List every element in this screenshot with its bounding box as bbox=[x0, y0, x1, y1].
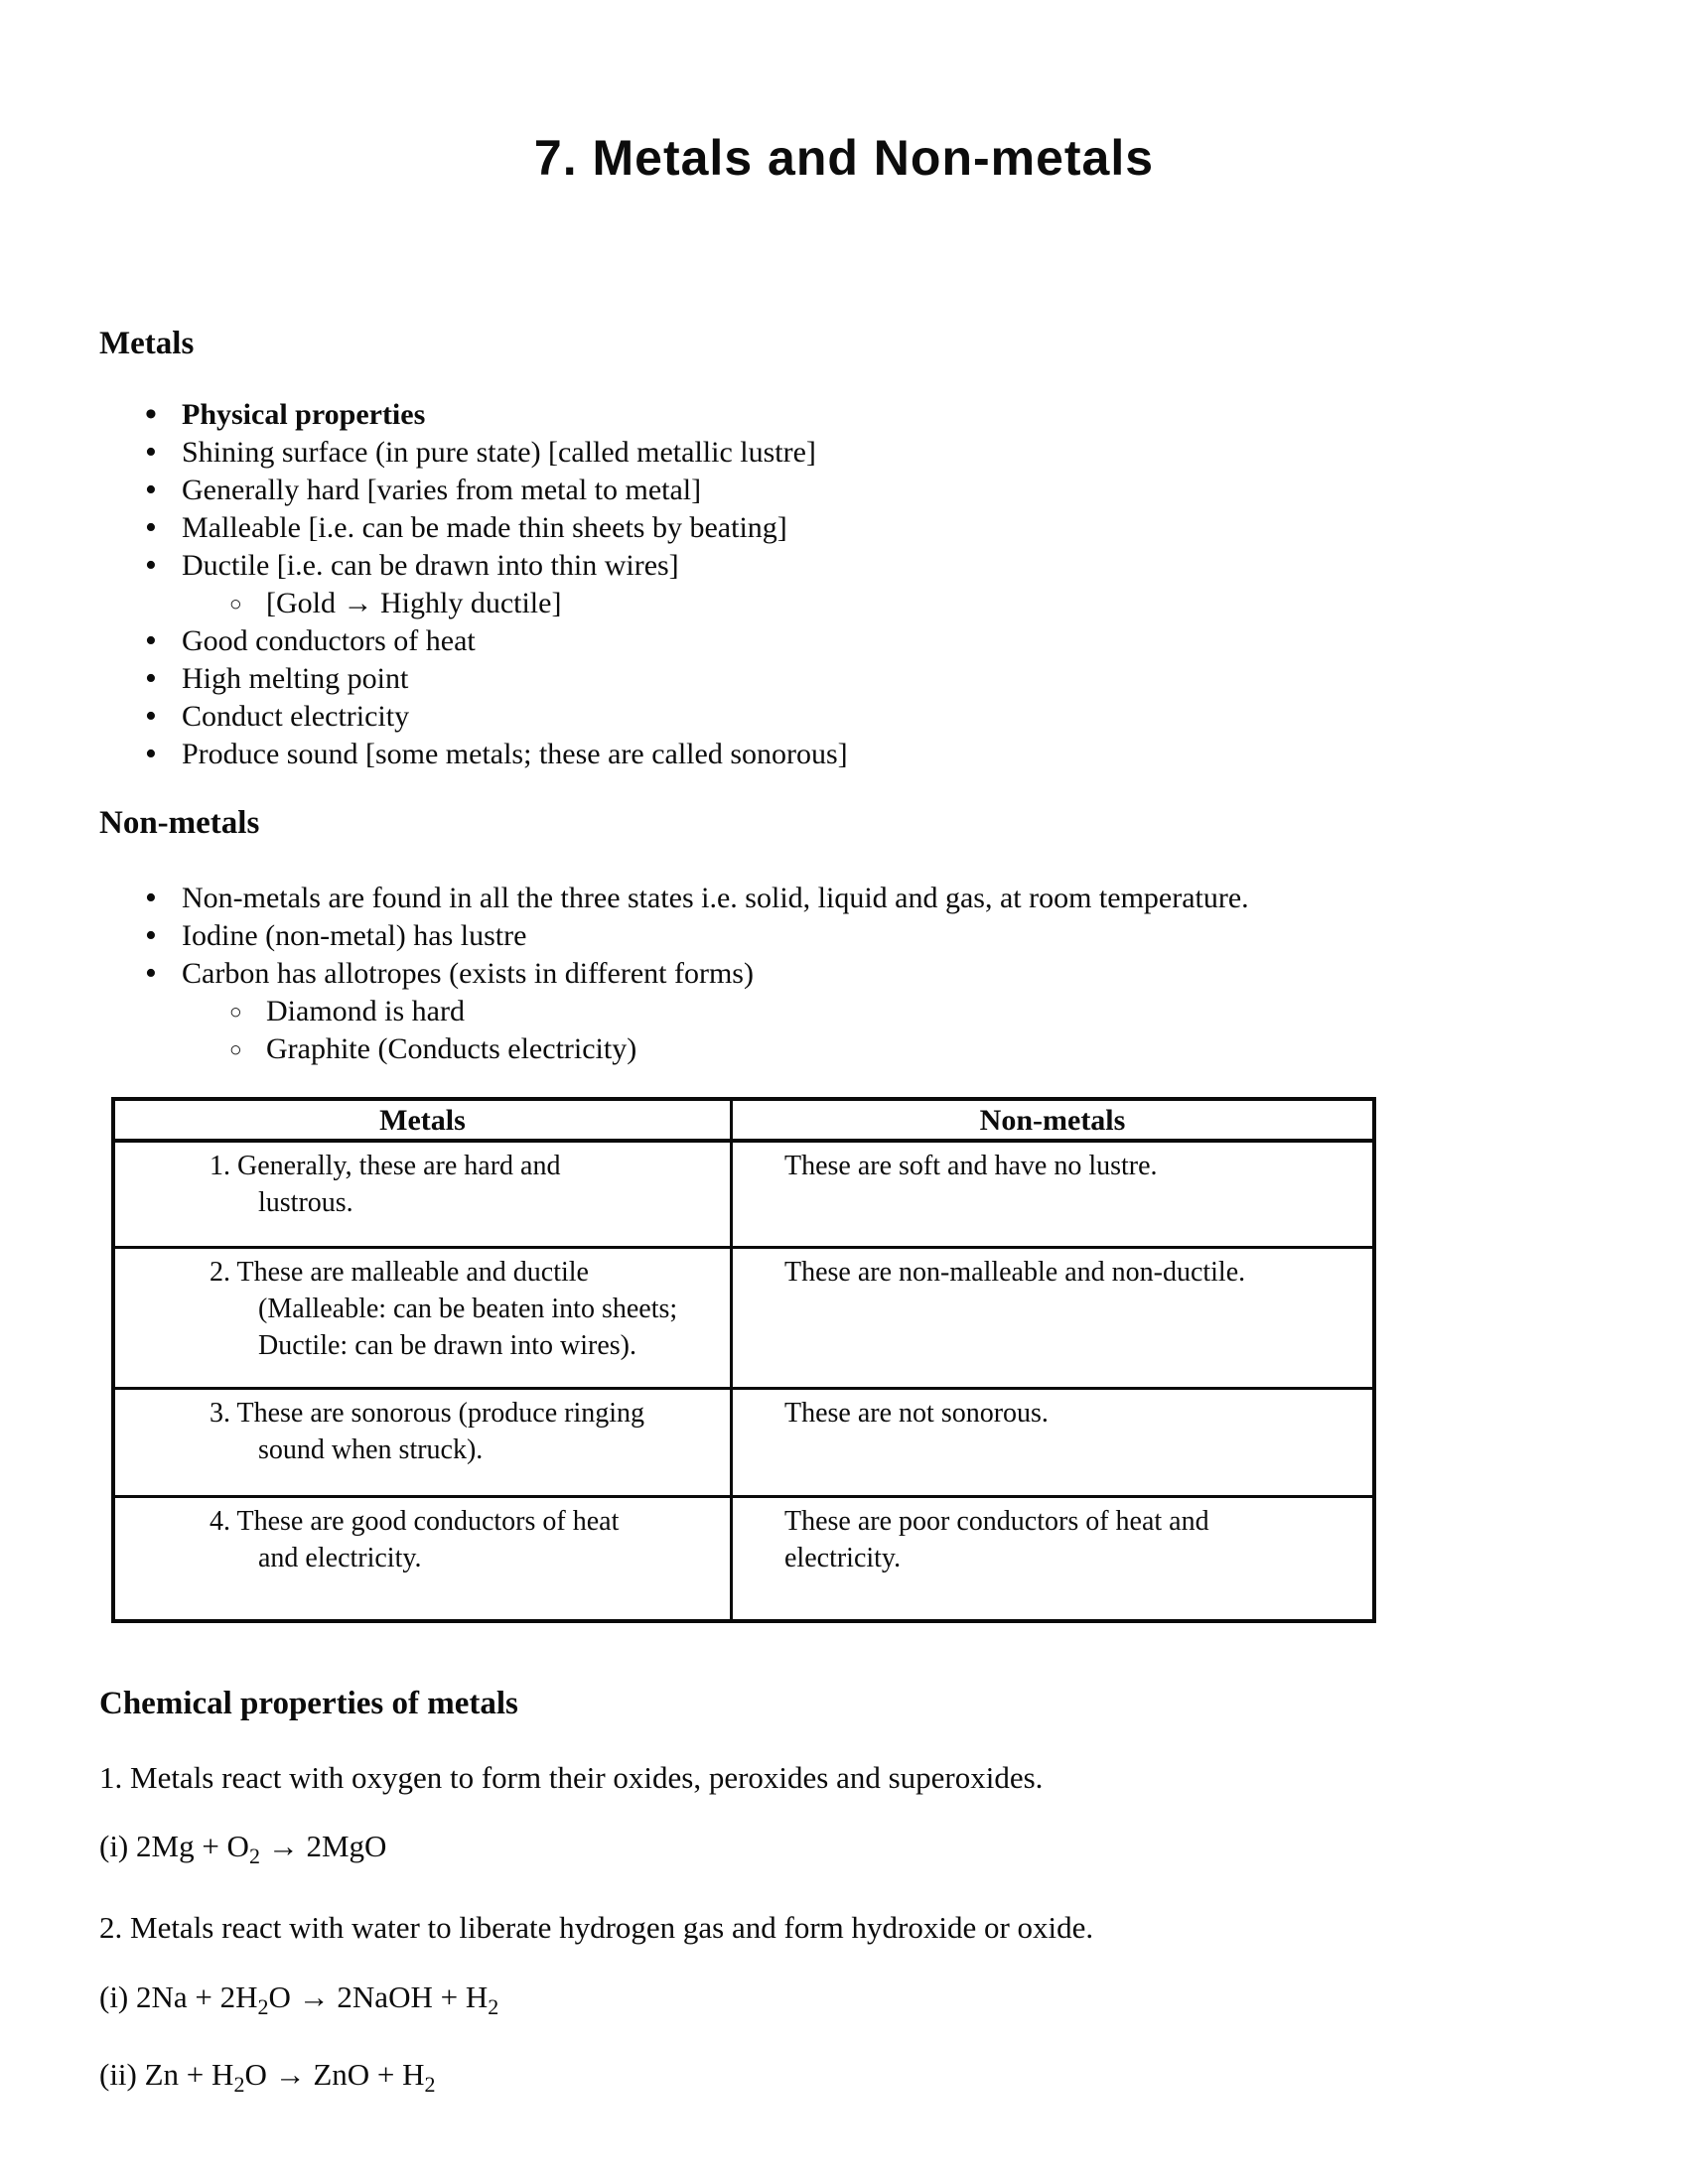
table-cell-metals bbox=[115, 1390, 733, 1495]
subscript: 2 bbox=[424, 2072, 436, 2097]
nonmetals-heading: Non-metals bbox=[99, 805, 260, 841]
cell-line: Ductile: can be drawn into wires). bbox=[258, 1330, 636, 1361]
subscript: 2 bbox=[248, 1843, 260, 1868]
metals-bullet-list bbox=[99, 396, 848, 773]
subscript: 2 bbox=[488, 1994, 499, 2019]
table-header-nonmetals: Non-metals bbox=[979, 1104, 1126, 1137]
list-item: • Ductile [i.e. can be drawn into thin wires] bbox=[99, 547, 848, 585]
table-cell-nonmetals bbox=[733, 1143, 1372, 1246]
table-row bbox=[115, 1387, 1372, 1495]
list-item: • Malleable [i.e. can be made thin sheets by beating] bbox=[99, 509, 848, 547]
equation-mg-oxygen bbox=[99, 1827, 386, 1876]
subscript: 2 bbox=[257, 1994, 269, 2019]
cell-line: (Malleable: can be beaten into sheets; bbox=[258, 1294, 678, 1324]
list-item: • Shining surface (in pure state) [called metallic lustre] bbox=[99, 434, 848, 472]
cell-line: 3. These are sonorous (produce ringing bbox=[210, 1398, 645, 1429]
table-cell-nonmetals bbox=[733, 1390, 1372, 1495]
metals-vs-nonmetals-table bbox=[111, 1097, 1376, 1623]
cell-line: 2. These are malleable and ductile bbox=[210, 1257, 589, 1288]
equation-segment: → 2MgO bbox=[259, 1829, 387, 1863]
table-header-row bbox=[115, 1101, 1372, 1143]
cell-line: sound when struck). bbox=[258, 1434, 484, 1465]
sub-list-item: ○ [Gold → Highly ductile] bbox=[99, 585, 848, 622]
sub-list-item: ○ Diamond is hard bbox=[99, 993, 1249, 1030]
table-row bbox=[115, 1246, 1372, 1387]
table-cell-metals bbox=[115, 1143, 733, 1246]
cell-line: These are soft and have no lustre. bbox=[784, 1151, 1158, 1181]
equation-segment: (i) 2Mg + O bbox=[99, 1829, 249, 1863]
table-row bbox=[115, 1495, 1372, 1619]
table-cell-nonmetals bbox=[733, 1498, 1372, 1619]
table-cell-nonmetals bbox=[733, 1249, 1372, 1387]
chem-point-2: 2. Metals react with water to liberate hydrogen gas and form hydroxide or oxide. bbox=[99, 1910, 1094, 1945]
list-item: • Iodine (non-metal) has lustre bbox=[99, 917, 1249, 955]
table-row bbox=[115, 1143, 1372, 1246]
equation-segment: (i) 2Na + 2H bbox=[99, 1979, 258, 2014]
equation-na-water bbox=[99, 1978, 498, 2027]
table-header-metals: Metals bbox=[115, 1101, 733, 1139]
cell-line: 4. These are good conductors of heat bbox=[210, 1506, 620, 1537]
subscript: 2 bbox=[233, 2072, 245, 2097]
nonmetals-bullet-list bbox=[99, 880, 1249, 1068]
list-item: • High melting point bbox=[99, 660, 848, 698]
chemical-properties-heading: Chemical properties of metals bbox=[99, 1686, 518, 1721]
chem-point-1: 1. Metals react with oxygen to form their oxides, peroxides and superoxides. bbox=[99, 1760, 1044, 1795]
list-item: • Produce sound [some metals; these are called sonorous] bbox=[99, 736, 848, 773]
cell-line: These are not sonorous. bbox=[784, 1398, 1049, 1429]
equation-zn-water bbox=[99, 2055, 436, 2105]
table-cell-metals bbox=[115, 1249, 733, 1387]
cell-line: These are poor conductors of heat and bbox=[784, 1506, 1209, 1537]
cell-line: lustrous. bbox=[258, 1187, 353, 1218]
list-item: • Generally hard [varies from metal to metal] bbox=[99, 472, 848, 509]
cell-line: electricity. bbox=[784, 1543, 902, 1573]
equation-segment: (ii) Zn + H bbox=[99, 2057, 234, 2092]
sub-list-item: ○ Graphite (Conducts electricity) bbox=[99, 1030, 1249, 1068]
list-item: • Non-metals are found in all the three states i.e. solid, liquid and gas, at room temperature. bbox=[99, 880, 1249, 917]
cell-line: and electricity. bbox=[258, 1543, 422, 1573]
equation-segment: O → ZnO + H bbox=[244, 2057, 425, 2092]
equation-segment: O → 2NaOH + H bbox=[268, 1979, 489, 2014]
cell-line: These are non-malleable and non-ductile. bbox=[784, 1257, 1246, 1288]
cell-line: 1. Generally, these are hard and bbox=[210, 1151, 561, 1181]
list-item: • Conduct electricity bbox=[99, 698, 848, 736]
list-item: • Carbon has allotropes (exists in different forms) bbox=[99, 955, 1249, 993]
page-title: 7. Metals and Non-metals bbox=[533, 130, 1155, 186]
list-item: • Good conductors of heat bbox=[99, 622, 848, 660]
table-cell-metals bbox=[115, 1498, 733, 1619]
list-item: • Physical properties bbox=[99, 396, 848, 434]
metals-heading: Metals bbox=[99, 326, 195, 361]
